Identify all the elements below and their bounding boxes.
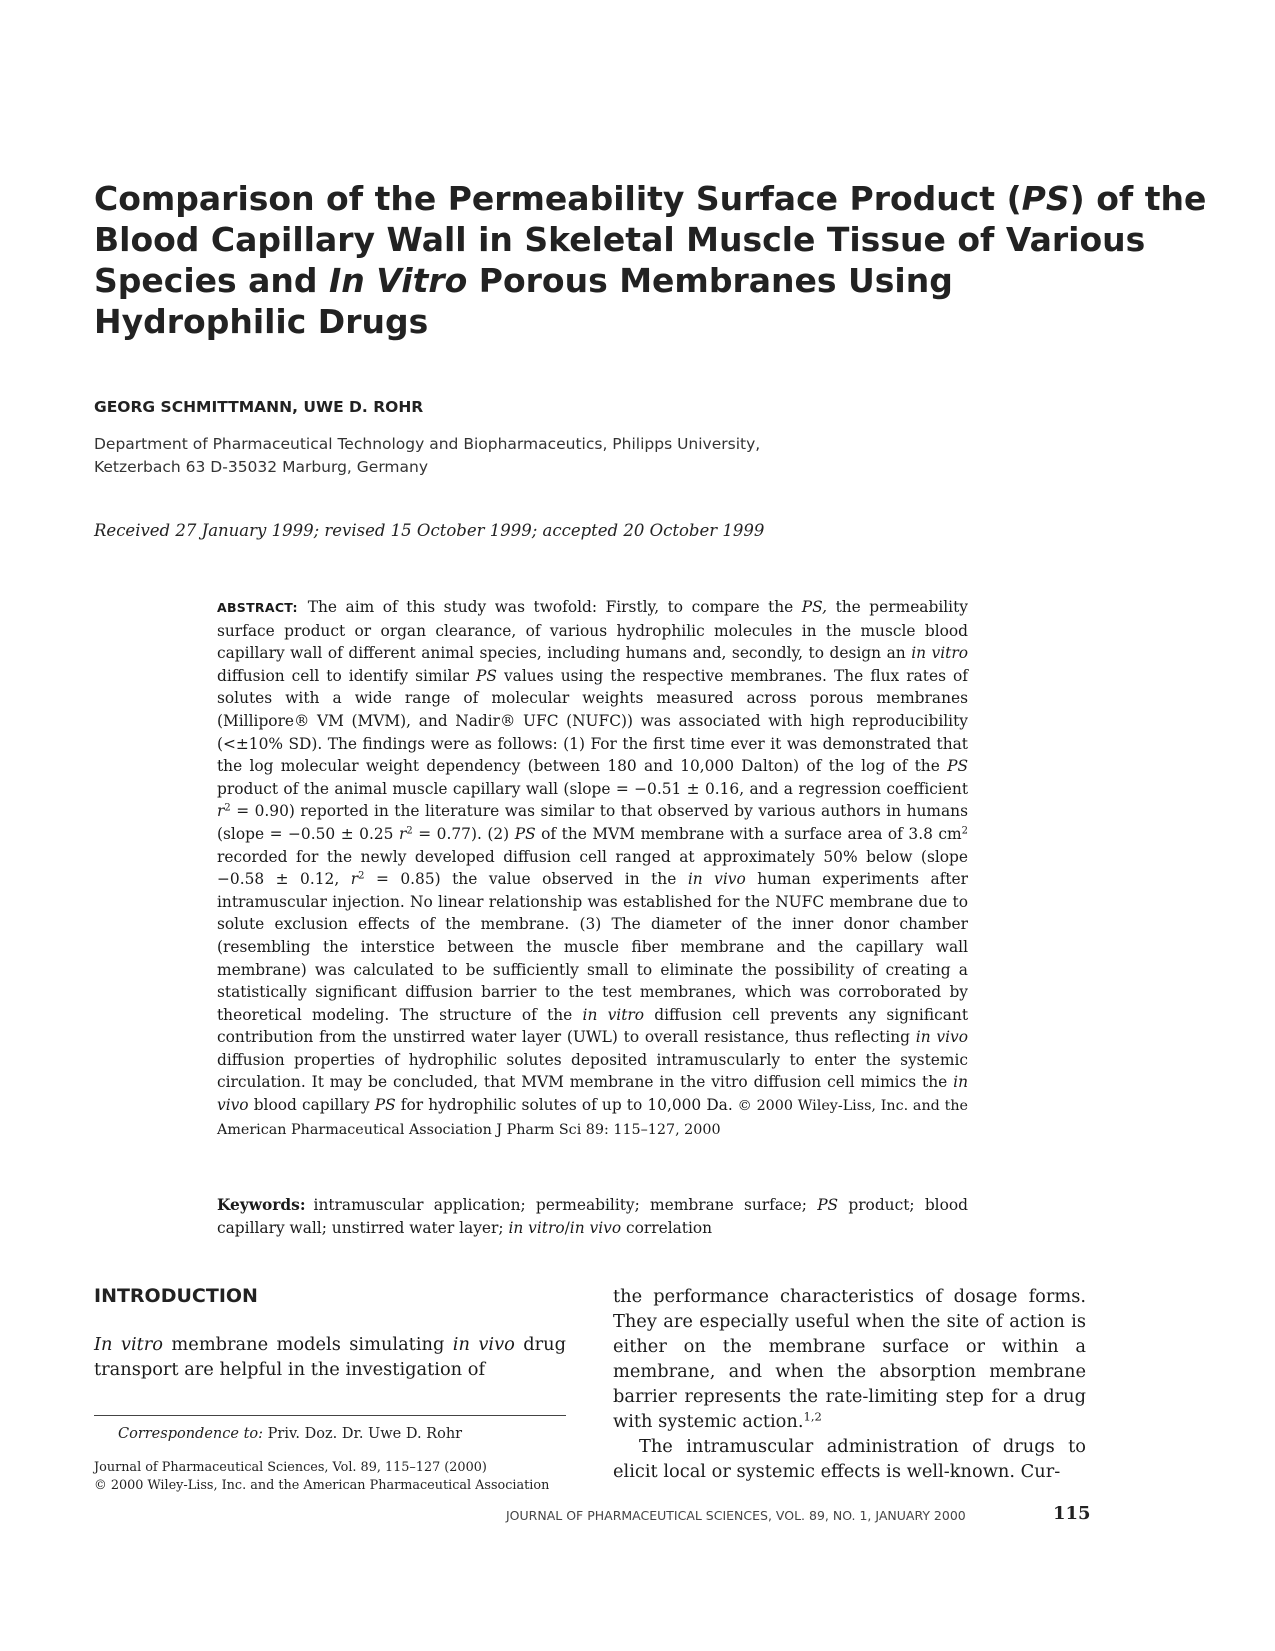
abstract-italic: r [398,824,407,843]
abstract-text: blood capillary [248,1096,375,1115]
abstract-italic: PS [476,666,497,685]
intro-right-column [613,1284,1086,1484]
abstract-text: The aim of this study was twofold: Firstly, to compare the [307,598,802,616]
abstract-italic: PS [947,757,968,776]
abstract-italic: in vitro [911,644,968,663]
abstract-text: = 0.90) reported in the literature was similar to that observed by various authors in humans (slope = −0.50 ± 0.25 [217,802,968,843]
correspondence-note [118,1426,462,1442]
abstract [217,596,968,1141]
title-line-1: Comparison of the Permeability Surface Product (PS) of the [94,179,1207,218]
keywords-text: product; blood capillary wall; unstirred water layer; [217,1196,968,1237]
keywords-italic: in vitro [508,1218,565,1237]
abstract-text: values using the respective membranes. The flux rates of solutes with a wide range of molecular weights measured across porous membranes (Millipore® VM (MVM), and Nadir® UFC (NUFC)) was associated with high reproducibility (<±10% SD). The findings were as follows: (1) For the first time ever it was demonstrated that the log molecular weight dependency (between 180 and 10,000 Dalton) of the log of the [217,666,968,776]
abstract-italic: r [217,802,225,821]
abstract-italic: in vivo [687,870,746,889]
footnote-rule [94,1415,566,1416]
abstract-text: = 0.85) the value observed in the [364,870,688,889]
abstract-text: diffusion cell prevents any significant contribution from the unstirred water layer (UWL) to overall resistance, thus reflecting [217,1005,969,1047]
keywords-separator: / [564,1218,570,1237]
intro-left-column [94,1332,566,1382]
abstract-text: diffusion properties of hydrophilic solutes deposited intramuscularly to enter the systemic circulation. It may be concluded, that MVM membrane in the vitro diffusion cell mimics the [217,1050,968,1092]
abstract-text: product of the animal muscle capillary wall (slope = −0.51 ± 0.16, and a regression coefficient [217,779,968,798]
keywords-text: correlation [621,1218,713,1237]
keywords-text: intramuscular application; permeability; membrane surface; [313,1196,818,1214]
abstract-superscript: 2 [358,870,365,882]
title-line-3: Species and In Vitro Porous Membranes Using [94,261,953,300]
abstract-italic: PS [514,824,536,843]
reference-superscript: 1,2 [803,1409,822,1424]
keywords-label: Keywords: [217,1196,306,1214]
correspondence-label: Correspondence to: [118,1426,264,1442]
abstract-italic: PS, [801,598,828,616]
received-dates: Received 27 January 1999; revised 15 October 1999; accepted 20 October 1999 [94,521,765,540]
title-line-4: Hydrophilic Drugs [94,302,429,341]
abstract-text: of the MVM membrane with a surface area of 3.8 cm [535,824,962,843]
intro-paragraph-2: The intramuscular administration of drugs to elicit local or systemic effects is well-known. Cur- [613,1436,1086,1482]
intro-italic: In vitro [94,1334,163,1355]
abstract-italic: in vivo [915,1028,968,1047]
title-line-2: Blood Capillary Wall in Skeletal Muscle Tissue of Various [94,220,1146,259]
affiliation [94,433,760,479]
abstract-text: diffusion cell to identify similar [217,666,476,685]
abstract-copyright: © 2000 Wiley-Liss, Inc. and the American Pharmaceutical Association J Pharm Sci 89: 115–127, 2000 [217,1098,968,1138]
abstract-text: human experiments after intramuscular injection. No linear relationship was established for the NUFC membrane due to solute exclusion effects of the membrane. (3) The diameter of the inner donor chamber (resembling the interstice between the muscle fiber membrane and the capillary wall membrane) was calculated to be sufficiently small to eliminate the possibility of creating a statistically significant diffusion barrier to the test membranes, which was corroborated by theoretical modeling. The structure of the [217,870,968,1024]
abstract-label: ABSTRACT: [217,600,298,615]
intro-italic: in vivo [452,1334,515,1355]
abstract-superscript: 2 [224,802,231,814]
intro-text: membrane models simulating [163,1334,453,1355]
copyright-line: © 2000 Wiley-Liss, Inc. and the American Pharmaceutical Association [94,1478,550,1493]
running-footer: JOURNAL OF PHARMACEUTICAL SCIENCES, VOL. 89, NO. 1, JANUARY 2000 [506,1508,966,1523]
abstract-text: recorded for the newly developed diffusion cell ranged at approximately 50% below (slope −0.58 ± 0.12, [217,847,968,889]
section-heading-introduction: INTRODUCTION [94,1285,258,1307]
journal-citation [94,1459,549,1495]
keywords-italic: in vivo [569,1218,622,1237]
abstract-text: the permeability surface product or organ clearance, of various hydrophilic molecules in the muscle blood capillary wall of different animal species, including humans and, secondly, to design an [217,598,968,663]
abstract-superscript: 2 [961,825,969,837]
keywords [217,1194,968,1239]
abstract-italic: r [350,870,359,889]
affiliation-line-1: Department of Pharmaceutical Technology and Biopharmaceutics, Philipps University, [94,435,761,453]
article-title [94,178,1207,342]
abstract-italic: in vitro [582,1005,645,1024]
intro-paragraph-1: the performance characteristics of dosage forms. They are especially useful when the site of action is either on the membrane surface or within a membrane, and when the absorption membrane barrier represents the rate-limiting step for a drug with systemic action. [613,1286,1086,1432]
keywords-italic: PS [817,1196,839,1214]
abstract-text: for hydrophilic solutes of up to 10,000 Da. [395,1096,733,1115]
intro-text: drug transport are helpful in the investigation of [94,1334,567,1380]
abstract-superscript: 2 [406,825,413,837]
affiliation-line-2: Ketzerbach 63 D-35032 Marburg, Germany [94,458,429,476]
correspondence-name: Priv. Doz. Dr. Uwe D. Rohr [263,1426,463,1442]
abstract-text: = 0.77). (2) [412,824,515,843]
page-number: 115 [1053,1503,1091,1524]
citation-line: Journal of Pharmaceutical Sciences, Vol. 89, 115–127 (2000) [94,1460,487,1475]
abstract-italic: PS [374,1096,396,1115]
abstract-italic: in vivo [217,1073,968,1115]
author-list: GEORG SCHMITTMANN, UWE D. ROHR [94,398,424,416]
